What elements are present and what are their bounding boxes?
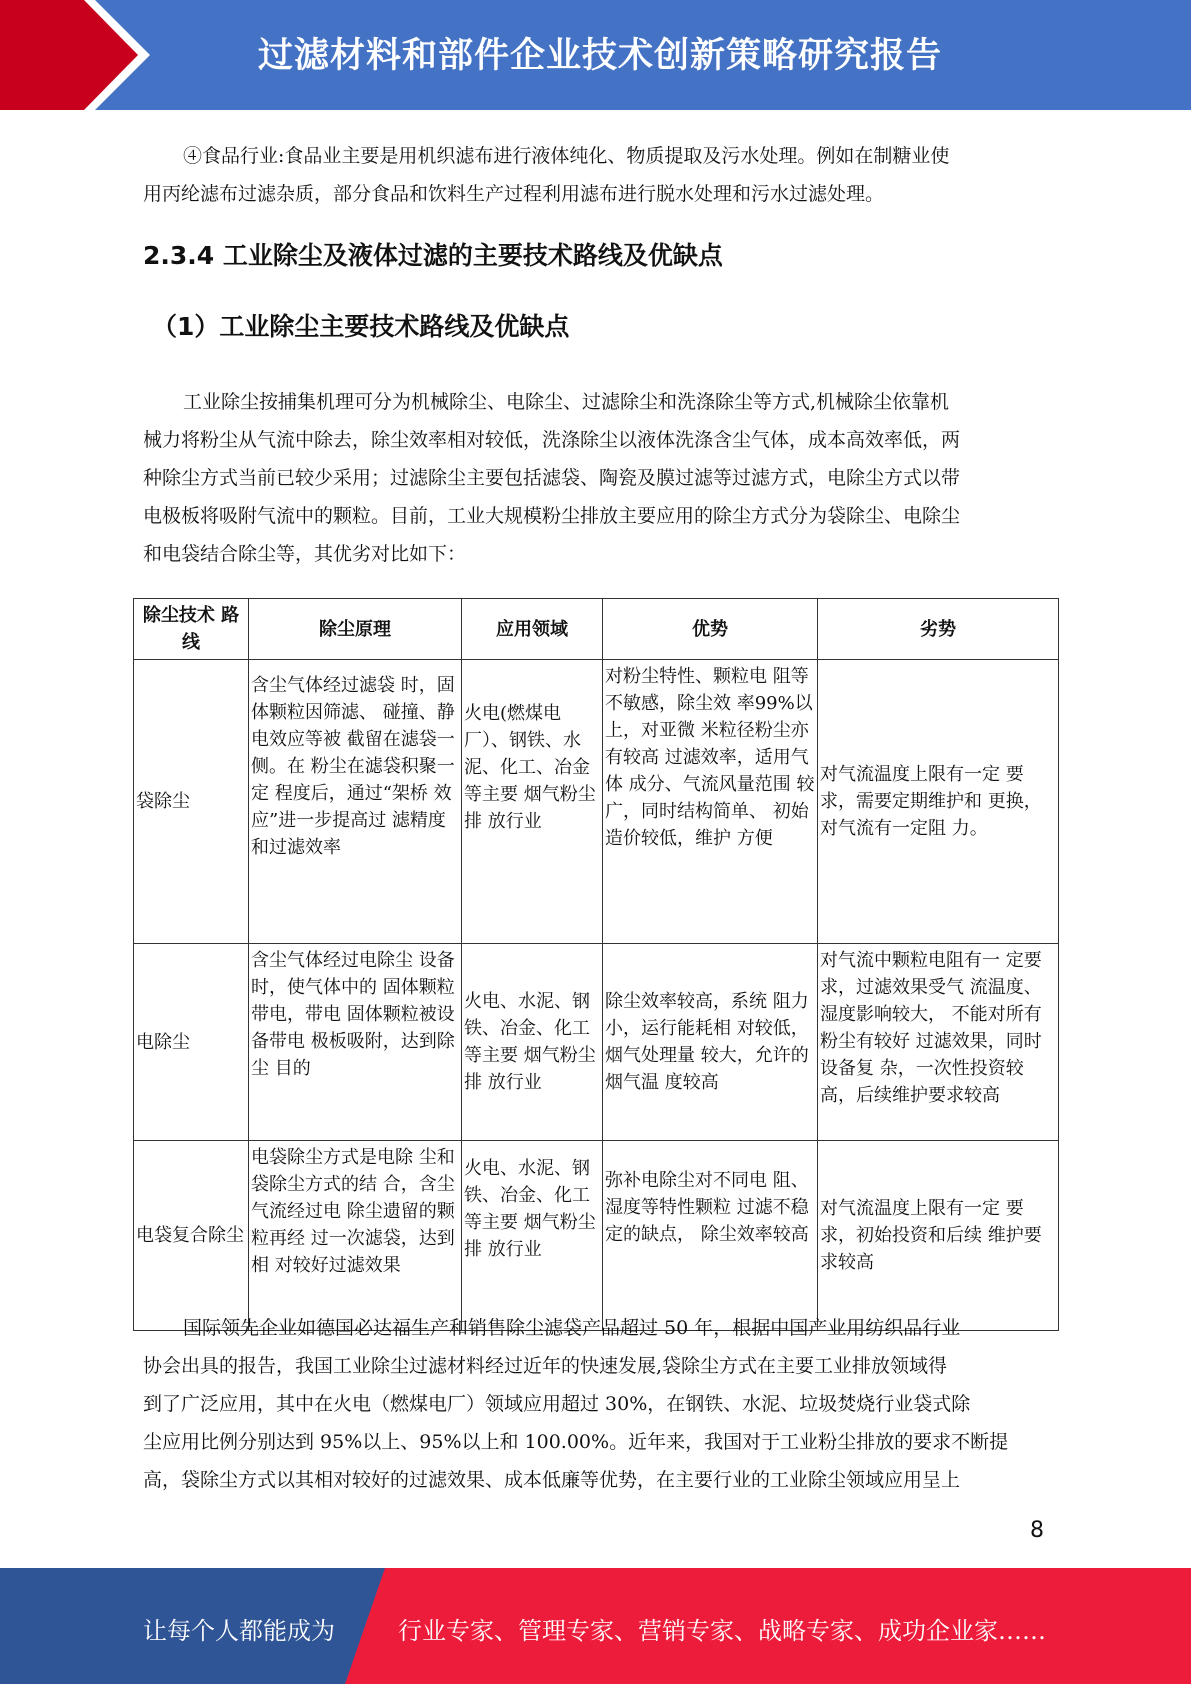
text-line: 到了广泛应用，其中在火电（燃煤电厂）领域应用超过 30%，在钢铁、水泥、垃圾焚烧行业袋式除 [143, 1393, 971, 1415]
table-cell: 袋除尘 [134, 660, 249, 944]
table-cell: 火电(燃煤电厂）、钢铁、水泥、化工、冶金等主要 烟气粉尘排 放行业 [462, 660, 603, 944]
text-line: 械力将粉尘从气流中除去，除尘效率相对较低，洗涤除尘以液体洗涤含尘气体，成本高效率低，两 [143, 429, 961, 451]
text-line: 种除尘方式当前已较少采用；过滤除尘主要包括滤袋、陶瓷及膜过滤等过滤方式，电除尘方式以带 [143, 467, 961, 489]
table-cell: 火电、水泥、钢铁、冶金、化工等主要 烟气粉尘排 放行业 [462, 1141, 603, 1331]
table-cell: 火电、水泥、钢铁、冶金、化工等主要 烟气粉尘排 放行业 [462, 944, 603, 1141]
column-header: 应用领域 [462, 599, 603, 660]
text-line: 电极板将吸附气流中的颗粒。目前，工业大规模粉尘排放主要应用的除尘方式分为袋除尘、电除尘 [143, 505, 961, 527]
page-number: 8 [1030, 1518, 1044, 1543]
text-line: 协会出具的报告，我国工业除尘过滤材料经过近年的快速发展,袋除尘方式在主要工业排放领域得 [143, 1355, 948, 1377]
dust-removal-comparison-table [133, 598, 1059, 1331]
table-cell: 对气流中颗粒电阻有一 定要求，过滤效果受气 流温度、湿度影响较大， 不能对所有粉尘有较好 过滤效果，同时设备复 杂，一次性投资较高，后续维护要求较高 [818, 944, 1059, 1141]
table-cell: 含尘气体经过电除尘 设备时，使气体中的 固体颗粒带电，带电 固体颗粒被设备带电 极板吸附，达到除尘 目的 [249, 944, 462, 1141]
table-row [134, 660, 1059, 944]
table-cell: 含尘气体经过滤袋 时，固体颗粒因筛滤、 碰撞、静电效应等被 截留在滤袋一侧。在 粉尘在滤袋积聚一定 程度后，通过“架桥 效应”进一步提高过 滤精度和过滤效率 [249, 660, 462, 944]
column-header: 优势 [603, 599, 818, 660]
table-row [134, 944, 1059, 1141]
text-line: 用丙纶滤布过滤杂质，部分食品和饮料生产过程利用滤布进行脱水处理和污水过滤处理。 [143, 183, 885, 205]
footer-slogan-left: 让每个人都能成为 [143, 1617, 335, 1645]
paragraph-dust-removal [143, 383, 1048, 573]
text-line: 工业除尘按捕集机理可分为机械除尘、电除尘、过滤除尘和洗涤除尘等方式,机械除尘依靠机 [183, 391, 950, 413]
header-arrow-icon [0, 0, 138, 110]
footer-slogan-right: 行业专家、管理专家、营销专家、战略专家、成功企业家…… [398, 1617, 1046, 1645]
column-header: 劣势 [818, 599, 1059, 660]
text-line: 国际领先企业如德国必达福生产和销售除尘滤袋产品超过 50 年，根据中国产业用纺织品行业 [183, 1317, 961, 1339]
table-cell: 弥补电除尘对不同电 阻、湿度等特性颗粒 过滤不稳定的缺点， 除尘效率较高 [603, 1141, 818, 1331]
paragraph-international-leaders [143, 1309, 1048, 1499]
table-row [134, 1141, 1059, 1331]
table-cell: 电除尘 [134, 944, 249, 1141]
table-cell: 电袋复合除尘 [134, 1141, 249, 1331]
table-cell: 对粉尘特性、颗粒电 阻等不敏感，除尘效 率99%以上，对亚微 米粒径粉尘亦有较高 过滤效率，适用气体 成分、气流风量范围 较广，同时结构简单、 初始造价较低，维护 方便 [603, 660, 818, 944]
section-heading-2-3-4: 2.3.4 工业除尘及液体过滤的主要技术路线及优缺点 [143, 241, 723, 270]
subsection-heading-1: （1）工业除尘主要技术路线及优缺点 [152, 312, 570, 341]
text-line: 高，袋除尘方式以其相对较好的过滤效果、成本低廉等优势，在主要行业的工业除尘领域应用呈上 [143, 1469, 961, 1491]
table-cell: 对气流温度上限有一定 要求，需要定期维护和 更换，对气流有一定阻 力。 [818, 660, 1059, 944]
table-cell: 电袋除尘方式是电除 尘和袋除尘方式的结 合，含尘气流经过电 除尘遗留的颗粒再经 过一次滤袋，达到相 对较好过滤效果 [249, 1141, 462, 1331]
page-footer [0, 1568, 1191, 1684]
column-header: 除尘原理 [249, 599, 462, 660]
report-title: 过滤材料和部件企业技术创新策略研究报告 [258, 36, 943, 76]
page-header [0, 0, 1191, 110]
paragraph-food-industry [143, 137, 1048, 213]
table-cell: 除尘效率较高，系统 阻力小，运行能耗相 对较低，烟气处理量 较大，允许的烟气温 度较高 [603, 944, 818, 1141]
table-header-row [134, 599, 1059, 660]
text-line: ④食品行业:食品业主要是用机织滤布进行液体纯化、物质提取及污水处理。例如在制糖业使 [183, 145, 950, 167]
text-line: 尘应用比例分别达到 95%以上、95%以上和 100.00%。近年来，我国对于工业粉尘排放的要求不断提 [143, 1431, 1009, 1453]
text-line: 和电袋结合除尘等，其优劣对比如下： [143, 543, 467, 565]
column-header: 除尘技术 路线 [134, 599, 249, 660]
table-cell: 对气流温度上限有一定 要求，初始投资和后续 维护要求较高 [818, 1141, 1059, 1331]
